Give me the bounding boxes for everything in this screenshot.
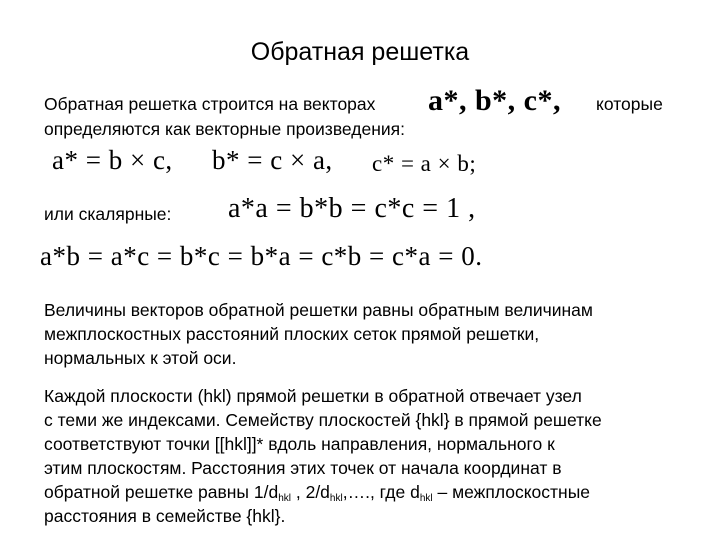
- paragraph-2-line: с теми же индексами. Семейству плоскостей {hkl} в прямой решетке: [44, 410, 602, 430]
- formula-scalar-ones: a*a = b*b = c*c = 1 ,: [228, 193, 476, 224]
- formula-c-star: c* = a × b;: [372, 151, 477, 176]
- intro-line-1: Обратная решетка строится на векторах: [44, 94, 376, 114]
- paragraph-2-line: расстояния в семействе {hkl}.: [44, 506, 286, 526]
- paragraph-1-line: межплоскостных расстояний плоских сеток прямой решетки,: [44, 324, 540, 344]
- paragraph-2-line: Каждой плоскости (hkl) прямой решетки в обратной отвечает узел: [44, 386, 582, 406]
- paragraph-2-line-5: обратной решетке равны $1/d_{hkl}$ , $2/d_{hkl},\dots$., где $d_{hkl}$ – межплоскостные: [44, 482, 591, 504]
- paragraph-1: [44, 298, 694, 370]
- formula-scalar-zeros: a*b = a*c = b*c = b*a = c*b = c*a = 0.: [40, 241, 483, 271]
- formula-b-star: b* = c × a,: [212, 145, 333, 175]
- formula-a-star: a* = b × c,: [52, 145, 173, 175]
- paragraph-2-line: этим плоскостям. Расстояния этих точек от начала координат в: [44, 458, 562, 478]
- intro-line-2: определяются как векторные произведения:: [44, 119, 405, 139]
- scalar-label: или скалярные:: [44, 204, 172, 224]
- paragraph-2: [44, 384, 694, 528]
- paragraph-1-line: нормальных к этой оси.: [44, 348, 237, 368]
- paragraph-2-line: соответствуют точки [[hkl]]* вдоль направления, нормального к: [44, 434, 555, 454]
- page-title: Обратная решетка: [250, 38, 470, 66]
- paragraph-1-line: Величины векторов обратной решетки равны обратным величинам: [44, 300, 593, 320]
- intro-which: которые: [596, 94, 663, 114]
- reciprocal-vectors: a*, b*, c*,: [428, 84, 561, 117]
